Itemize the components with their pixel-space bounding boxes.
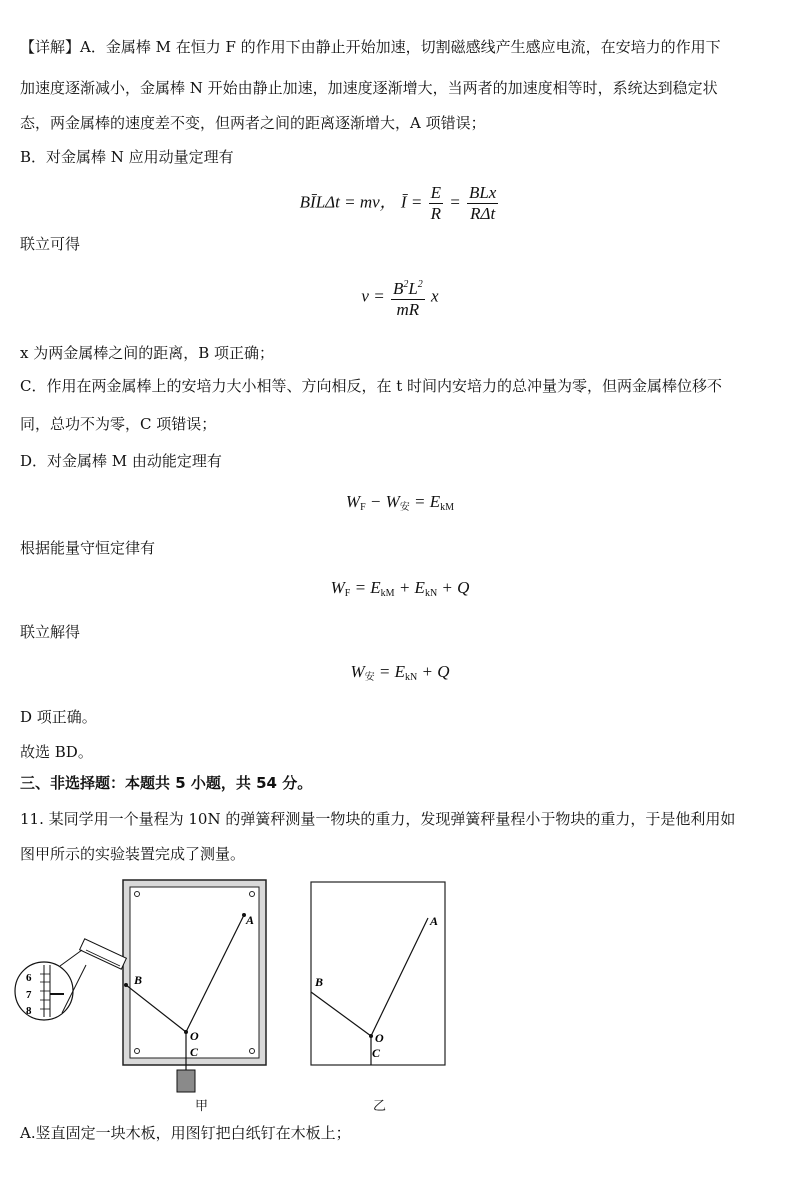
q11-line1: 11. 某同学用一个量程为 10N 的弹簧秤测量一物块的重力，发现弹簧秤量程小于物块的重力，于是他利用如	[20, 810, 736, 828]
q11-step-a: A.竖直固定一块木板，用图钉把白纸钉在木板上；	[20, 1124, 351, 1142]
eq2-left: v =	[361, 286, 385, 306]
label-b-left: B	[134, 973, 143, 987]
equation-ampere-work: $W_安 = E_{kN} + Q$	[350, 662, 450, 683]
equation-velocity	[0, 275, 800, 320]
label-o-right: O	[375, 1031, 384, 1045]
para-a-line1: 【详解】A．金属棒 M 在恒力 F 的作用下由静止开始加速，切割磁感线产生感应电流，在安培力的作用下	[20, 38, 721, 56]
label-c-right: C	[372, 1046, 381, 1060]
eq2-right: x	[431, 286, 439, 306]
para-d-solve: 联立解得	[20, 623, 81, 641]
caption-yi: 乙	[373, 1099, 387, 1114]
equation-momentum	[0, 183, 800, 224]
label-o-left: O	[190, 1029, 199, 1043]
para-a-line3: 态，两金属棒的速度差不变，但两者之间的距离逐渐增大，A 项错误；	[20, 114, 486, 132]
equation-energy-conservation: $W_F = E_{kM} + E_{kN} + Q$	[330, 578, 470, 599]
para-d-energy: 根据能量守恒定律有	[20, 539, 156, 557]
eq1-eq: =	[449, 192, 461, 212]
equation-work-energy: $W_F - W_安 = E_{kM}$	[345, 492, 455, 513]
eq1-frac1: $\frac{E}{R}$	[430, 183, 441, 223]
para-b-intro: B．对金属棒 N 应用动量定理有	[20, 148, 234, 166]
para-c-line1: C．作用在两金属棒上的安培力大小相等、方向相反，在 t 时间内安培力的总冲量为零，但两金属棒位移不	[20, 377, 723, 395]
eq1-i: Ī =	[400, 192, 423, 212]
label-c-left: C	[190, 1045, 199, 1059]
para-d-choose: 故选 BD。	[20, 743, 93, 761]
board-right	[311, 882, 445, 1065]
section-heading: 三、非选择题：本题共 5 小题，共 54 分。	[20, 774, 313, 792]
label-a-right: A	[430, 914, 439, 928]
board-left	[123, 880, 266, 1092]
eq1-frac2: $\frac{\text{BLx}}{\text{RΔt}}$	[468, 183, 497, 223]
para-d-correct: D 项正确。	[20, 708, 97, 726]
label-b-right: B	[315, 975, 324, 989]
caption-jia: 甲	[195, 1099, 209, 1114]
experiment-figure	[0, 870, 800, 1100]
para-d-intro: D．对金属棒 M 由动能定理有	[20, 452, 222, 470]
scale-mark-6: 6	[26, 972, 32, 984]
spring-scale	[15, 939, 126, 1020]
label-a-left: A	[246, 913, 255, 927]
para-b-note: x 为两金属棒之间的距离，B 项正确；	[20, 344, 275, 362]
scale-mark-8: 8	[26, 1005, 32, 1017]
eq2-frac: $\frac{B^2L^2}{mR}$	[391, 275, 425, 320]
eq1-left: BĪLΔt = mv，	[299, 192, 397, 212]
para-a-line2: 加速度逐渐减小，金属棒 N 开始由静止加速，加速度逐渐增大，当两者的加速度相等时，系统达到稳定状	[20, 79, 718, 97]
q11-line2: 图甲所示的实验装置完成了测量。	[20, 845, 246, 863]
para-c-line2: 同，总功不为零，C 项错误；	[20, 415, 217, 433]
scale-mark-7: 7	[26, 989, 32, 1001]
para-b-combine: 联立可得	[20, 235, 81, 253]
